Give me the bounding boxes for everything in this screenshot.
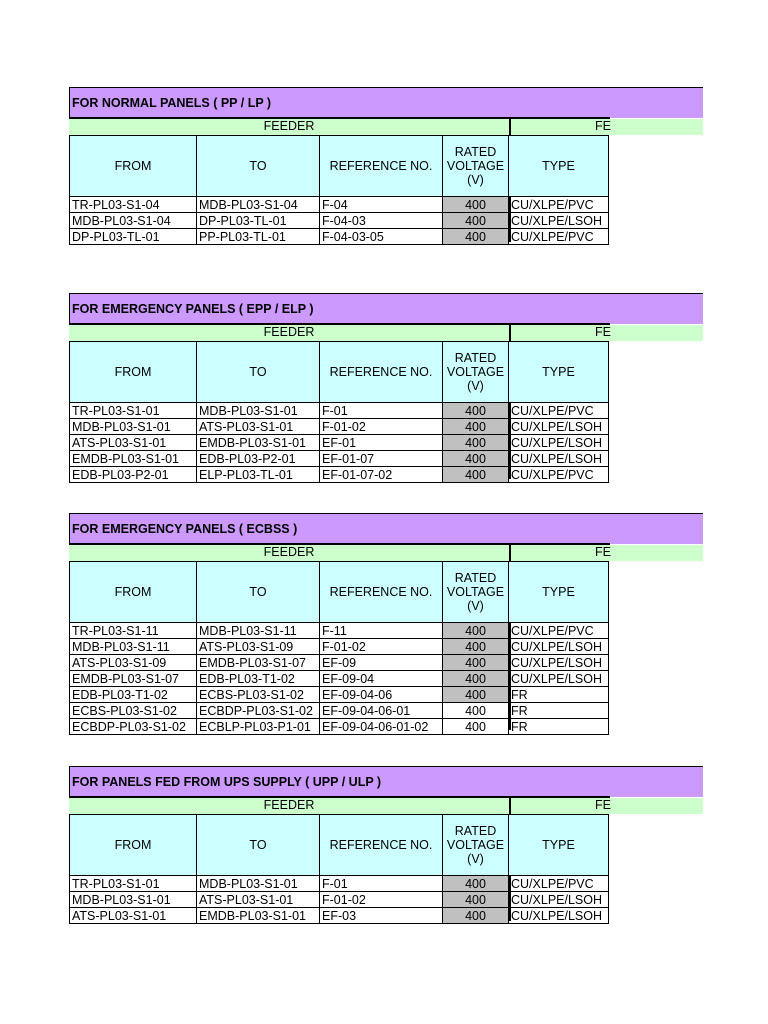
table-row bbox=[70, 213, 609, 229]
cell-voltage: 400 bbox=[443, 671, 509, 687]
column-header-rated-voltage bbox=[443, 562, 509, 623]
table-row bbox=[70, 197, 609, 213]
cell-to: MDB-PL03-S1-01 bbox=[197, 403, 320, 419]
section-header bbox=[69, 513, 703, 544]
table-row bbox=[70, 719, 609, 735]
cell-reference: EF-09-04-06-01 bbox=[320, 703, 443, 719]
column-header-row bbox=[70, 562, 609, 623]
cell-from: EDB-PL03-T1-02 bbox=[70, 687, 197, 703]
rated-label: RATED bbox=[454, 145, 497, 159]
cell-type: CU/XLPE/LSOH bbox=[509, 435, 609, 451]
cell-from: EMDB-PL03-S1-01 bbox=[70, 451, 197, 467]
cell-type: CU/XLPE/LSOH bbox=[509, 655, 609, 671]
feeder-band bbox=[69, 119, 703, 135]
cell-voltage: 400 bbox=[443, 623, 509, 639]
column-header-from: FROM bbox=[70, 342, 197, 403]
cell-reference: F-04-03 bbox=[320, 213, 443, 229]
column-header-type: TYPE bbox=[509, 342, 609, 403]
column-header-row bbox=[70, 815, 609, 876]
table-row bbox=[70, 639, 609, 655]
column-header-reference: REFERENCE NO. bbox=[320, 815, 443, 876]
rated-label: RATED bbox=[454, 824, 497, 838]
divider bbox=[69, 513, 70, 545]
section-title: FOR NORMAL PANELS ( PP / LP ) bbox=[72, 96, 272, 110]
column-header-from: FROM bbox=[70, 136, 197, 197]
fe-label: FE bbox=[595, 798, 611, 812]
cell-type: CU/XLPE/PVC bbox=[509, 876, 609, 892]
feeder-band bbox=[69, 545, 703, 561]
feeder-table bbox=[69, 135, 609, 245]
column-header-from: FROM bbox=[70, 562, 197, 623]
cell-from: TR-PL03-S1-04 bbox=[70, 197, 197, 213]
cell-from: ATS-PL03-S1-09 bbox=[70, 655, 197, 671]
cell-reference: EF-09-04-06 bbox=[320, 687, 443, 703]
cell-voltage: 400 bbox=[443, 229, 509, 245]
divider bbox=[69, 766, 70, 798]
cell-voltage: 400 bbox=[443, 655, 509, 671]
cell-type: CU/XLPE/LSOH bbox=[509, 892, 609, 908]
cell-reference: F-04 bbox=[320, 197, 443, 213]
cell-reference: EF-01 bbox=[320, 435, 443, 451]
cell-type: CU/XLPE/LSOH bbox=[509, 419, 609, 435]
table-row bbox=[70, 419, 609, 435]
rated-label: RATED bbox=[454, 351, 497, 365]
cell-type: FR bbox=[509, 703, 609, 719]
cell-to: EDB-PL03-P2-01 bbox=[197, 451, 320, 467]
column-header-rated-voltage bbox=[443, 342, 509, 403]
column-header-to: TO bbox=[197, 562, 320, 623]
cell-reference: EF-09-04 bbox=[320, 671, 443, 687]
cell-voltage: 400 bbox=[443, 703, 509, 719]
feeder-table bbox=[69, 561, 609, 735]
cell-to: EMDB-PL03-S1-01 bbox=[197, 908, 320, 924]
cell-to: ECBS-PL03-S1-02 bbox=[197, 687, 320, 703]
feeder-label: FEEDER bbox=[263, 119, 315, 133]
table-row bbox=[70, 687, 609, 703]
section-header bbox=[69, 293, 703, 324]
table-row bbox=[70, 671, 609, 687]
cell-voltage: 400 bbox=[443, 435, 509, 451]
fe-label: FE bbox=[595, 119, 611, 133]
section-title: FOR EMERGENCY PANELS ( ECBSS ) bbox=[72, 522, 298, 536]
cell-voltage: 400 bbox=[443, 467, 509, 483]
cell-from: TR-PL03-S1-11 bbox=[70, 623, 197, 639]
divider bbox=[69, 293, 70, 325]
column-header-reference: REFERENCE NO. bbox=[320, 342, 443, 403]
column-header-row bbox=[70, 136, 609, 197]
cell-reference: F-01 bbox=[320, 403, 443, 419]
cell-type: CU/XLPE/LSOH bbox=[509, 908, 609, 924]
cell-from: MDB-PL03-S1-04 bbox=[70, 213, 197, 229]
cell-reference: F-04-03-05 bbox=[320, 229, 443, 245]
cell-voltage: 400 bbox=[443, 892, 509, 908]
table-row bbox=[70, 623, 609, 639]
section-header bbox=[69, 87, 703, 118]
column-header-to: TO bbox=[197, 136, 320, 197]
column-header-reference: REFERENCE NO. bbox=[320, 562, 443, 623]
cell-voltage: 400 bbox=[443, 687, 509, 703]
cell-from: EDB-PL03-P2-01 bbox=[70, 467, 197, 483]
cell-type: CU/XLPE/PVC bbox=[509, 623, 609, 639]
cell-type: CU/XLPE/PVC bbox=[509, 229, 609, 245]
cell-voltage: 400 bbox=[443, 197, 509, 213]
cell-from: ECBDP-PL03-S1-02 bbox=[70, 719, 197, 735]
feeder-label: FEEDER bbox=[263, 325, 315, 339]
table-row bbox=[70, 435, 609, 451]
table-row bbox=[70, 703, 609, 719]
column-header-type: TYPE bbox=[509, 815, 609, 876]
feeder-band bbox=[69, 325, 703, 341]
cell-to: ECBDP-PL03-S1-02 bbox=[197, 703, 320, 719]
cell-from: MDB-PL03-S1-11 bbox=[70, 639, 197, 655]
cell-reference: EF-01-07-02 bbox=[320, 467, 443, 483]
fe-label: FE bbox=[595, 325, 611, 339]
cell-type: FR bbox=[509, 687, 609, 703]
cell-to: DP-PL03-TL-01 bbox=[197, 213, 320, 229]
cell-voltage: 400 bbox=[443, 908, 509, 924]
cell-from: TR-PL03-S1-01 bbox=[70, 876, 197, 892]
cell-type: CU/XLPE/LSOH bbox=[509, 451, 609, 467]
cell-voltage: 400 bbox=[443, 639, 509, 655]
cell-to: EDB-PL03-T1-02 bbox=[197, 671, 320, 687]
column-header-rated-voltage bbox=[443, 815, 509, 876]
cell-from: ATS-PL03-S1-01 bbox=[70, 435, 197, 451]
divider bbox=[69, 87, 70, 119]
cell-reference: EF-09 bbox=[320, 655, 443, 671]
rated-label: RATED bbox=[454, 571, 497, 585]
voltage-label: VOLTAGE bbox=[446, 838, 505, 852]
feeder-table bbox=[69, 814, 609, 924]
cell-voltage: 400 bbox=[443, 719, 509, 735]
table-row bbox=[70, 451, 609, 467]
cell-from: DP-PL03-TL-01 bbox=[70, 229, 197, 245]
table-row bbox=[70, 876, 609, 892]
feeder-label: FEEDER bbox=[263, 798, 315, 812]
table-row bbox=[70, 908, 609, 924]
cell-type: CU/XLPE/LSOH bbox=[509, 639, 609, 655]
cell-type: CU/XLPE/PVC bbox=[509, 197, 609, 213]
cell-type: CU/XLPE/PVC bbox=[509, 403, 609, 419]
volt-unit-label: (V) bbox=[467, 852, 484, 866]
table-row bbox=[70, 467, 609, 483]
cell-from: TR-PL03-S1-01 bbox=[70, 403, 197, 419]
cell-to: EMDB-PL03-S1-01 bbox=[197, 435, 320, 451]
cell-to: PP-PL03-TL-01 bbox=[197, 229, 320, 245]
feeder-table bbox=[69, 341, 609, 483]
volt-unit-label: (V) bbox=[467, 173, 484, 187]
column-header-to: TO bbox=[197, 815, 320, 876]
cell-voltage: 400 bbox=[443, 876, 509, 892]
column-header-type: TYPE bbox=[509, 562, 609, 623]
table-row bbox=[70, 229, 609, 245]
table-row bbox=[70, 403, 609, 419]
cell-from: MDB-PL03-S1-01 bbox=[70, 419, 197, 435]
cell-to: ATS-PL03-S1-01 bbox=[197, 419, 320, 435]
voltage-label: VOLTAGE bbox=[446, 365, 505, 379]
feeder-label: FEEDER bbox=[263, 545, 315, 559]
cell-voltage: 400 bbox=[443, 213, 509, 229]
cell-to: ATS-PL03-S1-01 bbox=[197, 892, 320, 908]
cell-to: MDB-PL03-S1-04 bbox=[197, 197, 320, 213]
cell-reference: F-01-02 bbox=[320, 419, 443, 435]
cell-reference: F-01-02 bbox=[320, 892, 443, 908]
section-title: FOR PANELS FED FROM UPS SUPPLY ( UPP / ULP ) bbox=[72, 775, 382, 789]
feeder-band bbox=[69, 798, 703, 814]
cell-from: ECBS-PL03-S1-02 bbox=[70, 703, 197, 719]
volt-unit-label: (V) bbox=[467, 379, 484, 393]
cell-from: MDB-PL03-S1-01 bbox=[70, 892, 197, 908]
cell-reference: EF-01-07 bbox=[320, 451, 443, 467]
fe-label: FE bbox=[595, 545, 611, 559]
voltage-label: VOLTAGE bbox=[446, 585, 505, 599]
cell-reference: EF-03 bbox=[320, 908, 443, 924]
voltage-label: VOLTAGE bbox=[446, 159, 505, 173]
cell-type: FR bbox=[509, 719, 609, 735]
table-row bbox=[70, 655, 609, 671]
section-header bbox=[69, 766, 703, 797]
cell-voltage: 400 bbox=[443, 451, 509, 467]
cell-to: ELP-PL03-TL-01 bbox=[197, 467, 320, 483]
cell-reference: F-01-02 bbox=[320, 639, 443, 655]
cell-to: EMDB-PL03-S1-07 bbox=[197, 655, 320, 671]
volt-unit-label: (V) bbox=[467, 599, 484, 613]
cell-type: CU/XLPE/PVC bbox=[509, 467, 609, 483]
cell-voltage: 400 bbox=[443, 419, 509, 435]
cell-reference: F-11 bbox=[320, 623, 443, 639]
cell-from: EMDB-PL03-S1-07 bbox=[70, 671, 197, 687]
column-header-type: TYPE bbox=[509, 136, 609, 197]
cell-reference: EF-09-04-06-01-02 bbox=[320, 719, 443, 735]
cell-to: ECBLP-PL03-P1-01 bbox=[197, 719, 320, 735]
cell-to: ATS-PL03-S1-09 bbox=[197, 639, 320, 655]
cell-type: CU/XLPE/LSOH bbox=[509, 213, 609, 229]
cell-from: ATS-PL03-S1-01 bbox=[70, 908, 197, 924]
column-header-to: TO bbox=[197, 342, 320, 403]
cell-voltage: 400 bbox=[443, 403, 509, 419]
column-header-rated-voltage bbox=[443, 136, 509, 197]
cell-to: MDB-PL03-S1-11 bbox=[197, 623, 320, 639]
cell-to: MDB-PL03-S1-01 bbox=[197, 876, 320, 892]
column-header-row bbox=[70, 342, 609, 403]
column-header-reference: REFERENCE NO. bbox=[320, 136, 443, 197]
section-title: FOR EMERGENCY PANELS ( EPP / ELP ) bbox=[72, 302, 314, 316]
cell-reference: F-01 bbox=[320, 876, 443, 892]
cell-type: CU/XLPE/LSOH bbox=[509, 671, 609, 687]
column-header-from: FROM bbox=[70, 815, 197, 876]
table-row bbox=[70, 892, 609, 908]
